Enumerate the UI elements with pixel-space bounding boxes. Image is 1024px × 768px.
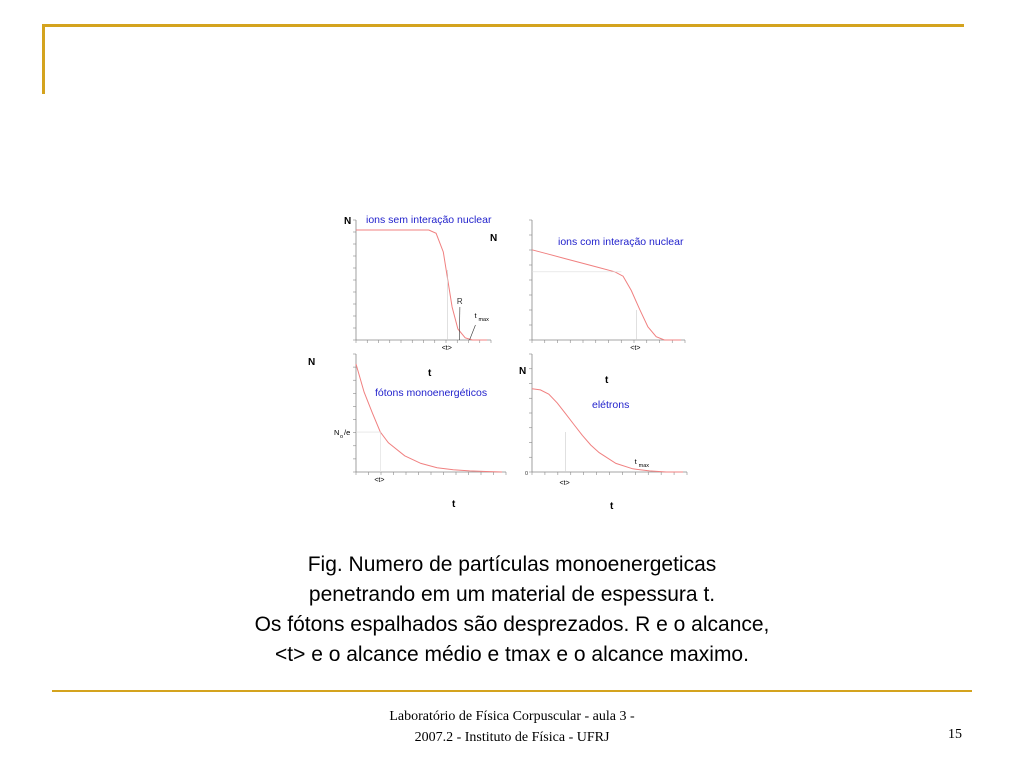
y-tick-label-zero-4: 0 <box>525 471 529 477</box>
annotation-mean-range-4: <t> <box>559 480 570 487</box>
footer-line: Laboratório de Física Corpuscular - aula 3 - <box>389 709 635 724</box>
x-axis-label-3b: t <box>452 499 456 510</box>
series-line-3 <box>356 364 502 472</box>
chart-title-4: elétrons <box>592 399 630 411</box>
caption-line: <t> e o alcance médio e tmax e o alcance maximo. <box>275 643 749 666</box>
top-accent-line <box>42 24 964 27</box>
left-accent-line <box>42 24 45 94</box>
annotation-mean-range-2: <t> <box>630 345 641 352</box>
y-axis-label-1: N <box>344 216 352 227</box>
x-axis-label-3: t <box>428 368 432 379</box>
x-axis-label-4b: t <box>610 501 614 512</box>
y-axis-label-4: N <box>519 366 527 377</box>
y-axis-label-2: N <box>490 233 498 244</box>
annotation-N0-div: /e <box>344 428 351 438</box>
annotation-range-R: R <box>456 297 463 306</box>
caption-line: Os fótons espalhados são desprezados. R e o alcance, <box>254 613 770 636</box>
series-line-1 <box>356 230 487 340</box>
annotation-N0-sub: o <box>340 434 344 441</box>
annotation-tmax-sub-1: max <box>478 317 489 323</box>
footer-line: 2007.2 - Instituto de Física - UFRJ <box>414 730 610 745</box>
x-axis-label-4: t <box>605 375 609 386</box>
annotation-tmax-4: t <box>634 457 637 466</box>
y-axis-label-3: N <box>308 357 316 368</box>
chart-title-2: ions com interação nuclear <box>558 236 684 248</box>
bottom-accent-line <box>52 690 972 692</box>
annotation-tmax-1: t <box>474 311 477 320</box>
series-line-2 <box>532 250 681 340</box>
figure-caption <box>120 550 904 670</box>
range-R-pointer <box>459 307 460 340</box>
chart-title-1: ions sem interação nuclear <box>366 214 492 226</box>
caption-line: Fig. Numero de partículas monoenergeticas <box>307 553 717 576</box>
page-number: 15 <box>948 727 962 742</box>
tmax-pointer-1 <box>470 325 476 340</box>
annotation-mean-range-1: <t> <box>441 345 452 352</box>
footer-text <box>260 706 764 748</box>
annotation-N0-e: N <box>334 428 340 438</box>
annotation-tmax-sub-4: max <box>638 463 650 469</box>
figure-charts <box>300 200 720 520</box>
chart-title-3: fótons monoenergéticos <box>375 387 488 399</box>
annotation-mean-range-3: <t> <box>374 477 385 484</box>
caption-line: penetrando em um material de espessura t. <box>308 583 716 606</box>
